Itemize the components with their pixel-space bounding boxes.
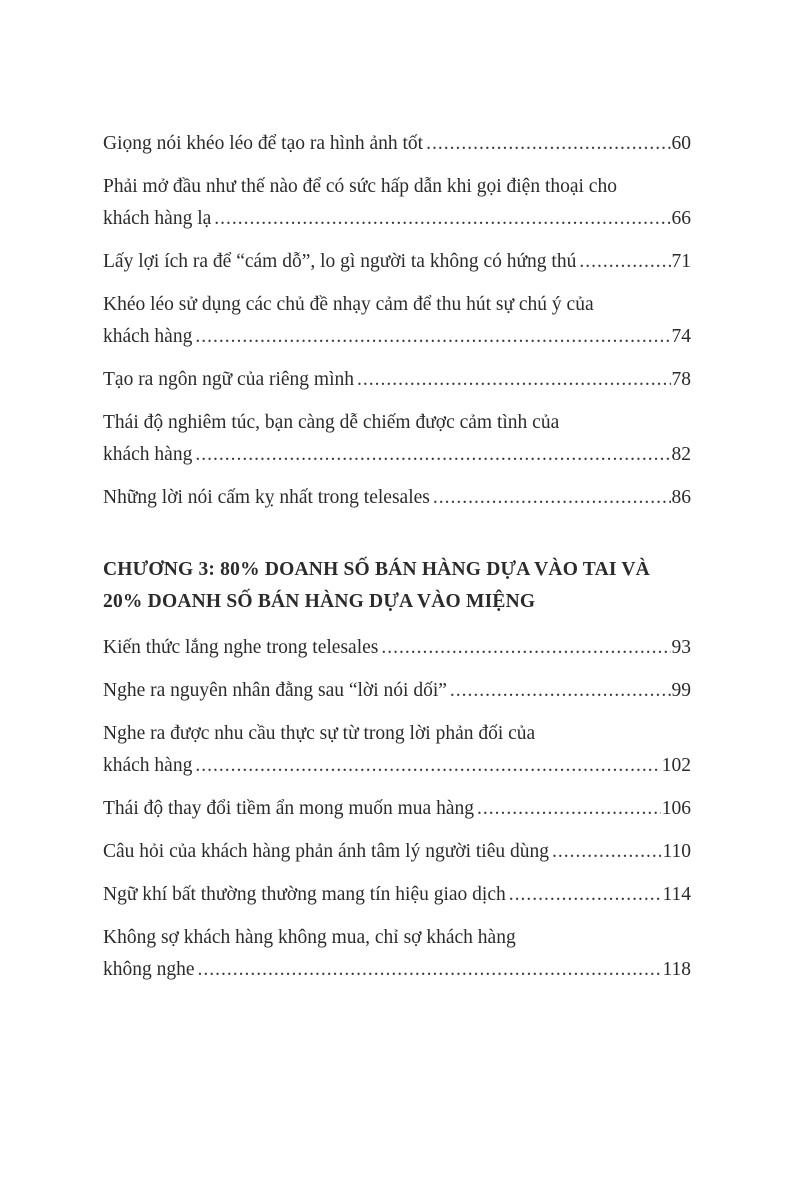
toc-entry-title-line: Nghe ra được nhu cầu thực sự từ trong lời phản đối của — [103, 723, 536, 744]
toc-entry-title-line: Phải mở đầu như thế nào để có sức hấp dẫn khi gọi điện thoại cho — [103, 176, 617, 197]
toc-entry-title: không nghe — [103, 959, 195, 980]
toc-entry-title: Tạo ra ngôn ngữ của riêng mình — [103, 369, 354, 390]
toc-entry-last-line — [103, 675, 691, 707]
toc-entry-page-number: 71 — [671, 251, 691, 272]
toc-entry-page-number: 60 — [671, 133, 691, 154]
toc-entry-last-line — [103, 246, 691, 278]
toc-entry — [103, 128, 691, 160]
toc-entry — [103, 246, 691, 278]
toc-entry-last-line — [103, 364, 691, 396]
toc-entry-page-number: 99 — [671, 680, 691, 701]
toc-entry-title: Giọng nói khéo léo để tạo ra hình ảnh tốt — [103, 133, 424, 154]
toc-entry-title: Ngữ khí bất thường thường mang tín hiệu giao dịch — [103, 884, 506, 905]
toc-entry-page-number: 93 — [671, 637, 691, 658]
toc-entry-last-line — [103, 879, 691, 911]
toc-entry-page-number: 74 — [671, 326, 691, 347]
toc-entry-title: Câu hỏi của khách hàng phản ánh tâm lý người tiêu dùng — [103, 841, 549, 862]
dot-leader — [426, 128, 670, 160]
chapter-title-line-2: 20% DOANH SỐ BÁN HÀNG DỰA VÀO MIỆNG — [103, 591, 536, 612]
toc-entry-last-line — [103, 439, 691, 471]
toc-entry-page-number: 106 — [661, 798, 691, 819]
dot-leader — [579, 246, 670, 278]
toc-entry-page-number: 114 — [662, 884, 691, 905]
dot-leader — [381, 632, 670, 664]
table-of-contents — [103, 128, 691, 997]
toc-section-chapter-2 — [103, 128, 691, 514]
toc-entry — [103, 922, 691, 986]
dot-leader — [195, 439, 670, 471]
toc-entry-title: Kiến thức lắng nghe trong telesales — [103, 637, 379, 658]
toc-entry-title: Lấy lợi ích ra để “cám dỗ”, lo gì người ta không có hứng thú — [103, 251, 577, 272]
toc-entry — [103, 289, 691, 353]
dot-leader — [357, 364, 671, 396]
toc-entry-page-number: 102 — [661, 755, 691, 776]
toc-entry-last-line — [103, 203, 691, 235]
toc-entry-page-number: 66 — [671, 208, 691, 229]
toc-entry-title: Thái độ thay đổi tiềm ẩn mong muốn mua hàng — [103, 798, 474, 819]
toc-entry-last-line — [103, 836, 691, 868]
toc-entry — [103, 718, 691, 782]
toc-entry-last-line — [103, 954, 691, 986]
toc-entry — [103, 675, 691, 707]
toc-entry-last-line — [103, 482, 691, 514]
toc-entry — [103, 632, 691, 664]
toc-entry-title-line: Khéo léo sử dụng các chủ đề nhạy cảm để thu hút sự chú ý của — [103, 294, 594, 315]
dot-leader — [552, 836, 661, 868]
chapter-title-line-1: CHƯƠNG 3: 80% DOANH SỐ BÁN HÀNG DỰA VÀO TAI VÀ — [103, 559, 650, 580]
toc-entry-title-line: Không sợ khách hàng không mua, chỉ sợ khách hàng — [103, 927, 516, 948]
toc-entry — [103, 482, 691, 514]
toc-section-chapter-3 — [103, 632, 691, 986]
toc-entry-title: Những lời nói cấm kỵ nhất trong telesales — [103, 487, 430, 508]
toc-entry-last-line — [103, 321, 691, 353]
toc-entry-title: khách hàng — [103, 444, 193, 465]
dot-leader — [195, 321, 670, 353]
toc-entry-page-number: 118 — [662, 959, 691, 980]
dot-leader — [195, 750, 660, 782]
dot-leader — [198, 954, 662, 986]
toc-entry-title: khách hàng — [103, 326, 193, 347]
toc-entry — [103, 879, 691, 911]
toc-entry — [103, 793, 691, 825]
toc-entry-title: Nghe ra nguyên nhân đằng sau “lời nói dối” — [103, 680, 447, 701]
toc-entry-title: khách hàng lạ — [103, 208, 212, 229]
dot-leader — [450, 675, 671, 707]
toc-entry — [103, 836, 691, 868]
toc-entry-last-line — [103, 750, 691, 782]
toc-entry-title: khách hàng — [103, 755, 193, 776]
toc-entry-page-number: 82 — [671, 444, 691, 465]
toc-entry-page-number: 110 — [662, 841, 691, 862]
toc-entry-page-number: 78 — [671, 369, 691, 390]
toc-entry-last-line — [103, 128, 691, 160]
toc-entry-last-line — [103, 793, 691, 825]
toc-entry — [103, 364, 691, 396]
dot-leader — [509, 879, 662, 911]
toc-entry — [103, 171, 691, 235]
toc-entry-page-number: 86 — [671, 487, 691, 508]
chapter-heading — [103, 554, 691, 618]
toc-entry-title-line: Thái độ nghiêm túc, bạn càng dễ chiếm được cảm tình của — [103, 412, 560, 433]
dot-leader — [477, 793, 661, 825]
toc-entry-last-line — [103, 632, 691, 664]
toc-entry — [103, 407, 691, 471]
dot-leader — [214, 203, 670, 235]
dot-leader — [433, 482, 671, 514]
